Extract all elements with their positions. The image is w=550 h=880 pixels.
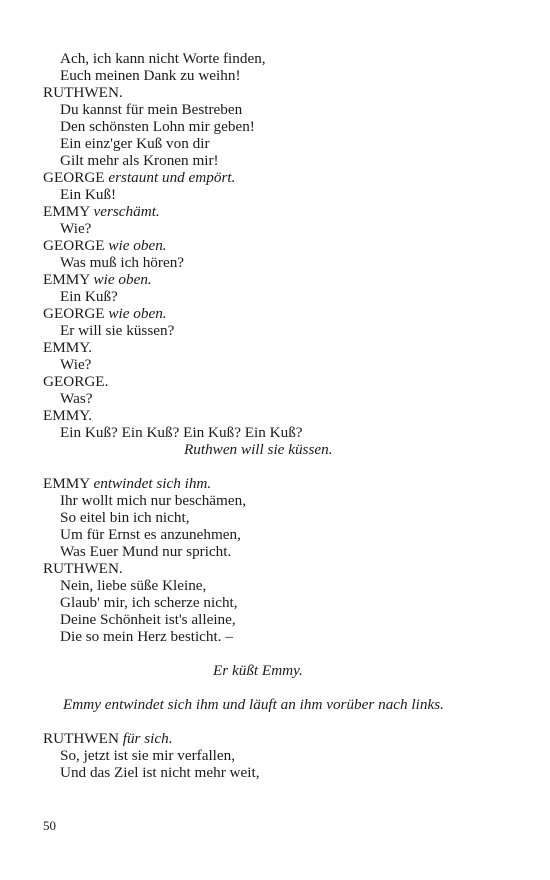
blank-line — [43, 679, 513, 696]
speaker-name: GEORGE — [43, 305, 105, 322]
verse-line: Glaub' mir, ich scherze nicht, — [60, 594, 238, 611]
speaker-name: RUTHWEN — [43, 730, 119, 747]
verse-line: Den schönsten Lohn mir geben! — [60, 118, 255, 135]
blank-line — [43, 645, 513, 662]
verse-line: Was muß ich hören? — [60, 254, 185, 271]
speaker-line — [43, 560, 513, 577]
speaker-line — [43, 271, 513, 288]
speaker-name: EMMY — [43, 271, 90, 288]
speaker-name: EMMY — [43, 475, 90, 492]
stage-direction: Er küßt Emmy. — [213, 662, 303, 679]
page-number: 50 — [43, 818, 56, 833]
verse-line: Und das Ziel ist nicht mehr weit, — [60, 764, 260, 781]
speaker-line — [43, 475, 513, 492]
speaker-line — [43, 730, 513, 747]
speaker-name: EMMY. — [43, 339, 93, 356]
verse-line: Euch meinen Dank zu weihn! — [60, 67, 241, 84]
speaker-line — [43, 407, 513, 424]
stage-direction-inline: entwindet sich ihm. — [93, 475, 212, 492]
verse-line: Ein Kuß? — [60, 288, 118, 305]
speaker-line — [43, 169, 513, 186]
verse-line: Er will sie küssen? — [60, 322, 175, 339]
verse-line: Was? — [60, 390, 93, 407]
blank-line — [43, 458, 513, 475]
speaker-line — [43, 339, 513, 356]
speaker-name: GEORGE — [43, 237, 105, 254]
verse-line: Du kannst für mein Bestreben — [60, 101, 243, 118]
verse-line: So, jetzt ist sie mir verfallen, — [60, 747, 236, 764]
stage-direction-inline: wie oben. — [108, 237, 167, 254]
stage-direction-inline: wie oben. — [93, 271, 152, 288]
speaker-name: RUTHWEN. — [43, 560, 123, 577]
speaker-line — [43, 84, 513, 101]
verse-line: Ein Kuß? Ein Kuß? Ein Kuß? Ein Kuß? — [60, 424, 303, 441]
speaker-name: EMMY — [43, 203, 90, 220]
verse-line: Die so mein Herz besticht. – — [60, 628, 233, 645]
verse-line: Was Euer Mund nur spricht. — [60, 543, 232, 560]
verse-line: Ach, ich kann nicht Worte finden, — [60, 50, 266, 67]
verse-line: Gilt mehr als Kronen mir! — [60, 152, 219, 169]
speaker-line — [43, 237, 513, 254]
verse-line: Wie? — [60, 356, 92, 373]
libretto-text — [43, 50, 513, 781]
speaker-name: GEORGE. — [43, 373, 109, 390]
verse-line: Ihr wollt mich nur beschämen, — [60, 492, 246, 509]
speaker-line — [43, 373, 513, 390]
verse-line: So eitel bin ich nicht, — [60, 509, 190, 526]
speaker-line — [43, 203, 513, 220]
verse-line: Ein Kuß! — [60, 186, 117, 203]
stage-direction: Ruthwen will sie küssen. — [184, 441, 333, 458]
speaker-name: GEORGE — [43, 169, 105, 186]
speaker-name: EMMY. — [43, 407, 93, 424]
blank-line — [43, 713, 513, 730]
speaker-name: RUTHWEN. — [43, 84, 123, 101]
verse-line: Um für Ernst es anzunehmen, — [60, 526, 241, 543]
stage-direction: Emmy entwindet sich ihm und läuft an ihm vorüber nach links. — [63, 696, 444, 713]
stage-direction-inline: verschämt. — [93, 203, 160, 220]
verse-line: Wie? — [60, 220, 92, 237]
stage-direction-inline: für sich. — [122, 730, 173, 747]
verse-line: Ein einz'ger Kuß von dir — [60, 135, 210, 152]
verse-line: Nein, liebe süße Kleine, — [60, 577, 207, 594]
verse-line: Deine Schönheit ist's alleine, — [60, 611, 236, 628]
stage-direction-inline: erstaunt und empört. — [108, 169, 236, 186]
stage-direction-inline: wie oben. — [108, 305, 167, 322]
speaker-line — [43, 305, 513, 322]
